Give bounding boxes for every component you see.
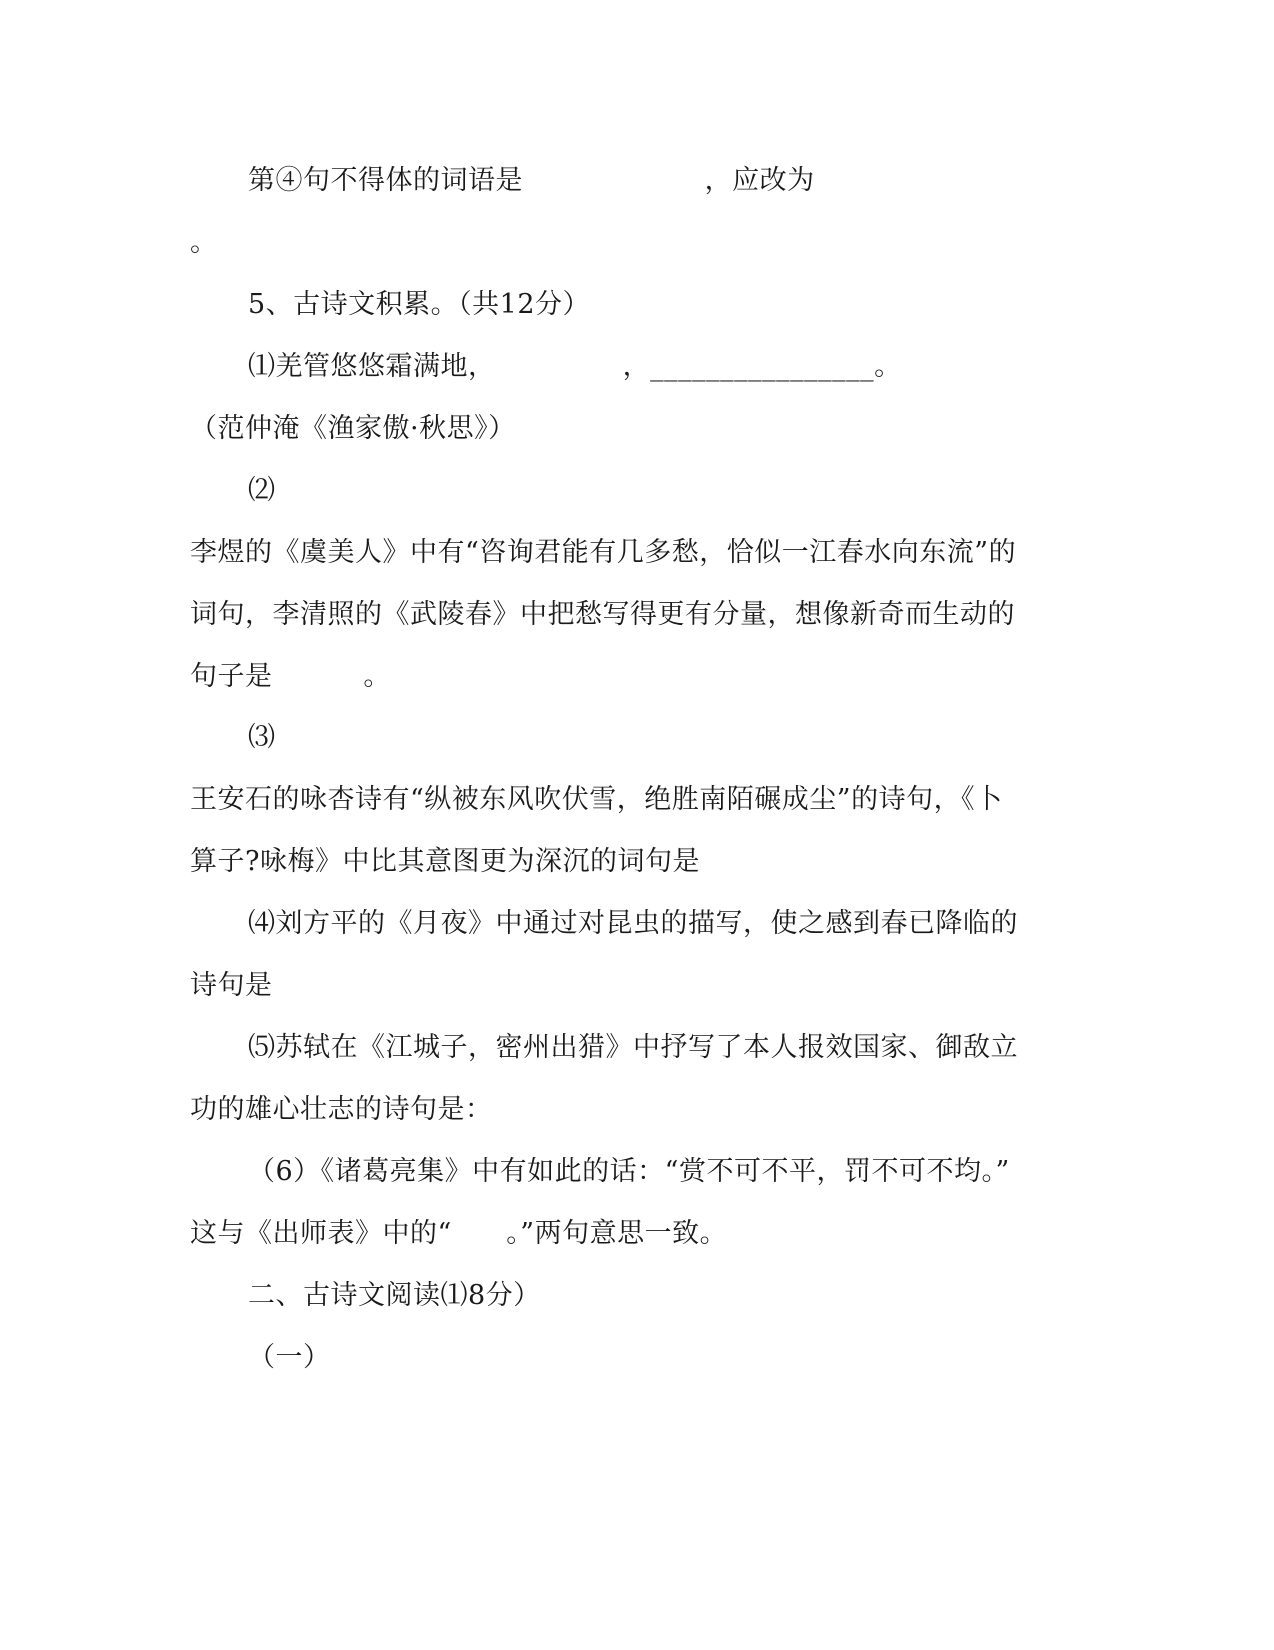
section-2-heading: 二、古诗文阅读⑴8分） bbox=[248, 1280, 541, 1311]
item-3-text-line2: 算子?咏梅》中比其意图更为深沉的词句是 bbox=[190, 846, 700, 877]
item-2-text-line2: 词句，李清照的《武陵春》中把愁写得更有分量，想像新奇而生动的 bbox=[190, 599, 1015, 630]
item-2-text-line1: 李煜的《虞美人》中有“咨询君能有几多愁，恰似一江春水向东流”的 bbox=[190, 537, 1017, 568]
question-4-text: 第④句不得体的词语是 ，应改为 bbox=[248, 165, 815, 196]
item-4-text-line2: 诗句是 bbox=[190, 970, 273, 1001]
section-5-heading: 5、古诗文积累。（共12分） bbox=[248, 289, 591, 320]
item-6-text-line1: （6）《诸葛亮集》中有如此的话：“赏不可不平，罚不可不均。” bbox=[248, 1156, 1010, 1187]
item-3-text-line1: 王安石的咏杏诗有“纵被东风吹伏雪，绝胜南陌碾成尘”的诗句，《卜 bbox=[190, 784, 1003, 815]
item-1-source: （范仲淹《渔家傲·秋思》） bbox=[190, 413, 516, 444]
subsection-1-heading: （一） bbox=[248, 1342, 331, 1373]
item-5-text-line2: 功的雄心壮志的诗句是： bbox=[190, 1094, 493, 1125]
item-6-text-line2: 这与《出师表》中的“ 。”两句意思一致。 bbox=[190, 1218, 728, 1249]
item-2-text-line3: 句子是 。 bbox=[190, 661, 391, 692]
item-2-number: ⑵ bbox=[248, 475, 276, 506]
question-4-end: 。 bbox=[190, 227, 218, 258]
item-3-number: ⑶ bbox=[248, 722, 276, 753]
item-5-text-line1: ⑸苏轼在《江城子，密州出猎》中抒写了本人报效国家、御敌立 bbox=[248, 1032, 1018, 1063]
item-4-text-line1: ⑷刘方平的《月夜》中通过对昆虫的描写，使之感到春已降临的 bbox=[248, 908, 1018, 939]
item-1-text: ⑴羌管悠悠霜满地， ，________________。 bbox=[248, 351, 902, 382]
